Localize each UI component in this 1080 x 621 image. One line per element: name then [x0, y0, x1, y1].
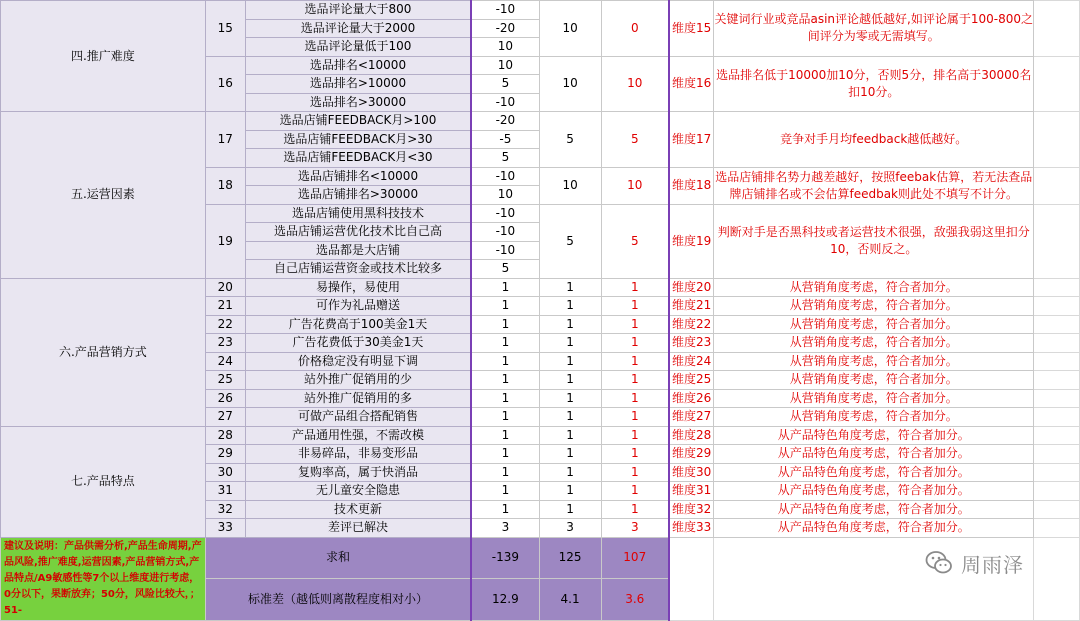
weight-cell: 3 — [539, 519, 601, 538]
item-label: 自己店铺运营资金或技术比较多 — [245, 260, 471, 279]
dimension-label: 维度24 — [669, 352, 714, 371]
dimension-label: 维度27 — [669, 408, 714, 427]
weight-cell: 1 — [539, 371, 601, 390]
weight-cell: 1 — [539, 482, 601, 501]
item-value: 1 — [471, 352, 539, 371]
item-value: -20 — [471, 112, 539, 131]
description-cell: 关键词行业或竞品asin评论越低越好,如评论属于100-800之间评分为零或无需填写。 — [714, 1, 1034, 57]
score-cell: 1 — [601, 408, 669, 427]
item-number: 33 — [205, 519, 245, 538]
description-cell: 从产品特色角度考虑，符合者加分。 — [714, 445, 1034, 464]
weight-cell: 1 — [539, 500, 601, 519]
item-label: 技术更新 — [245, 500, 471, 519]
item-value: 3 — [471, 519, 539, 538]
item-value: -10 — [471, 241, 539, 260]
weight-cell: 10 — [539, 1, 601, 57]
item-value: 1 — [471, 371, 539, 390]
score-cell: 1 — [601, 297, 669, 316]
item-value: 10 — [471, 38, 539, 57]
item-label: 差评已解决 — [245, 519, 471, 538]
weight-cell: 1 — [539, 315, 601, 334]
description-cell: 从营销角度考虑，符合者加分。 — [714, 371, 1034, 390]
item-value: 10 — [471, 186, 539, 205]
item-value: -10 — [471, 223, 539, 242]
table-row — [1, 278, 1080, 297]
std-weight: 4.1 — [539, 579, 601, 621]
score-cell: 10 — [601, 167, 669, 204]
weight-cell: 1 — [539, 463, 601, 482]
item-value: 1 — [471, 408, 539, 427]
empty-cell — [1034, 1, 1080, 57]
item-value: 1 — [471, 463, 539, 482]
score-cell: 1 — [601, 278, 669, 297]
category-cell: 七.产品特点 — [1, 426, 206, 537]
dimension-label: 维度32 — [669, 500, 714, 519]
item-number: 27 — [205, 408, 245, 427]
item-value: 1 — [471, 334, 539, 353]
category-cell: 五.运营因素 — [1, 112, 206, 279]
item-number: 23 — [205, 334, 245, 353]
dimension-label: 维度30 — [669, 463, 714, 482]
item-number: 28 — [205, 426, 245, 445]
table-row — [1, 1, 1080, 20]
description-cell: 从产品特色角度考虑，符合者加分。 — [714, 463, 1034, 482]
watermark-text: 周雨泽 — [961, 552, 1024, 577]
empty-cell — [1034, 204, 1080, 278]
sum-row — [1, 537, 1080, 579]
empty-cell — [1034, 371, 1080, 390]
weight-cell: 1 — [539, 352, 601, 371]
item-number: 19 — [205, 204, 245, 278]
item-value: 1 — [471, 500, 539, 519]
item-number: 29 — [205, 445, 245, 464]
weight-cell: 1 — [539, 297, 601, 316]
wechat-icon — [925, 550, 953, 576]
empty-cell — [1034, 56, 1080, 112]
score-cell: 1 — [601, 463, 669, 482]
dimension-label: 维度20 — [669, 278, 714, 297]
dimension-label: 维度29 — [669, 445, 714, 464]
score-cell: 5 — [601, 204, 669, 278]
item-label: 站外推广促销用的少 — [245, 371, 471, 390]
empty-cell — [1034, 297, 1080, 316]
table-row — [1, 112, 1080, 131]
score-cell: 3 — [601, 519, 669, 538]
dimension-label: 维度23 — [669, 334, 714, 353]
empty-cell — [1034, 315, 1080, 334]
description-cell: 判断对手是否黑科技或者运营技术很强，敌强我弱这里扣分10，否则反之。 — [714, 204, 1034, 278]
category-cell: 六.产品营销方式 — [1, 278, 206, 426]
item-label: 选品店铺运营优化技术比自己高 — [245, 223, 471, 242]
watermark — [925, 545, 1075, 581]
item-label: 选品店铺FEEDBACK月<30 — [245, 149, 471, 168]
dimension-label: 维度21 — [669, 297, 714, 316]
empty-cell — [1034, 463, 1080, 482]
std-value: 12.9 — [471, 579, 539, 621]
item-label: 选品评论量大于800 — [245, 1, 471, 20]
empty-cell — [1034, 519, 1080, 538]
dimension-label: 维度28 — [669, 426, 714, 445]
weight-cell: 1 — [539, 389, 601, 408]
dimension-label: 维度25 — [669, 371, 714, 390]
item-value: -10 — [471, 204, 539, 223]
dimension-label: 维度26 — [669, 389, 714, 408]
std-score: 3.6 — [601, 579, 669, 621]
empty-cell — [1034, 167, 1080, 204]
item-number: 25 — [205, 371, 245, 390]
item-value: 5 — [471, 260, 539, 279]
empty-cell — [1034, 445, 1080, 464]
dimension-label: 维度18 — [669, 167, 714, 204]
item-number: 17 — [205, 112, 245, 168]
empty-cell — [1034, 482, 1080, 501]
description-cell: 从营销角度考虑，符合者加分。 — [714, 334, 1034, 353]
item-label: 可作为礼品赠送 — [245, 297, 471, 316]
item-number: 24 — [205, 352, 245, 371]
empty-cell — [1034, 352, 1080, 371]
item-value: -10 — [471, 93, 539, 112]
item-number: 22 — [205, 315, 245, 334]
item-label: 选品店铺FEEDBACK月>30 — [245, 130, 471, 149]
item-label: 选品都是大店铺 — [245, 241, 471, 260]
description-cell: 从营销角度考虑，符合者加分。 — [714, 297, 1034, 316]
dimension-label: 维度33 — [669, 519, 714, 538]
empty-cell — [1034, 334, 1080, 353]
sum-weight: 125 — [539, 537, 601, 579]
score-cell: 5 — [601, 112, 669, 168]
score-cell: 1 — [601, 352, 669, 371]
description-cell: 从产品特色角度考虑，符合者加分。 — [714, 500, 1034, 519]
item-label: 选品店铺排名<10000 — [245, 167, 471, 186]
weight-cell: 1 — [539, 445, 601, 464]
weight-cell: 10 — [539, 56, 601, 112]
item-number: 26 — [205, 389, 245, 408]
description-cell: 从营销角度考虑，符合者加分。 — [714, 278, 1034, 297]
item-value: -10 — [471, 167, 539, 186]
item-value: -20 — [471, 19, 539, 38]
description-cell: 从营销角度考虑，符合者加分。 — [714, 408, 1034, 427]
dimension-label: 维度17 — [669, 112, 714, 168]
dimension-label: 维度19 — [669, 204, 714, 278]
item-value: 1 — [471, 297, 539, 316]
score-cell: 1 — [601, 389, 669, 408]
item-label: 易操作，易使用 — [245, 278, 471, 297]
description-cell: 选品店铺排名势力越差越好，按照feebak估算，若无法查品牌店铺排名或不会估算feedbak则此处不填写不计分。 — [714, 167, 1034, 204]
dimension-label: 维度16 — [669, 56, 714, 112]
description-cell: 从营销角度考虑，符合者加分。 — [714, 389, 1034, 408]
weight-cell: 1 — [539, 334, 601, 353]
item-value: -10 — [471, 1, 539, 20]
description-cell: 竞争对手月均feedback越低越好。 — [714, 112, 1034, 168]
weight-cell: 5 — [539, 112, 601, 168]
description-cell: 从产品特色角度考虑，符合者加分。 — [714, 482, 1034, 501]
item-number: 16 — [205, 56, 245, 112]
item-number: 15 — [205, 1, 245, 57]
item-label: 无儿童安全隐患 — [245, 482, 471, 501]
item-label: 选品评论量大于2000 — [245, 19, 471, 38]
empty-cell — [1034, 112, 1080, 168]
item-label: 选品评论量低于100 — [245, 38, 471, 57]
score-cell: 1 — [601, 334, 669, 353]
item-number: 21 — [205, 297, 245, 316]
item-value: 1 — [471, 389, 539, 408]
description-cell: 选品排名低于10000加10分，否则5分，排名高于30000名扣10分。 — [714, 56, 1034, 112]
score-cell: 1 — [601, 371, 669, 390]
item-label: 选品店铺FEEDBACK月>100 — [245, 112, 471, 131]
item-value: 5 — [471, 75, 539, 94]
weight-cell: 1 — [539, 408, 601, 427]
weight-cell: 1 — [539, 278, 601, 297]
sum-value: -139 — [471, 537, 539, 579]
table-row — [1, 426, 1080, 445]
score-cell: 10 — [601, 56, 669, 112]
item-label: 广告花费低于30美金1天 — [245, 334, 471, 353]
score-cell: 1 — [601, 445, 669, 464]
item-value: 1 — [471, 278, 539, 297]
std-label: 标准差（越低则离散程度相对小） — [205, 579, 471, 621]
item-number: 32 — [205, 500, 245, 519]
empty-cell — [1034, 408, 1080, 427]
item-number: 30 — [205, 463, 245, 482]
score-cell: 1 — [601, 482, 669, 501]
item-value: 10 — [471, 56, 539, 75]
description-cell: 从营销角度考虑，符合者加分。 — [714, 315, 1034, 334]
item-number: 31 — [205, 482, 245, 501]
empty-cell — [1034, 278, 1080, 297]
dimension-label: 维度31 — [669, 482, 714, 501]
item-label: 选品排名>30000 — [245, 93, 471, 112]
item-label: 选品店铺使用黑科技技术 — [245, 204, 471, 223]
empty-cell — [669, 537, 714, 620]
item-label: 广告花费高于100美金1天 — [245, 315, 471, 334]
item-label: 复购率高，属于快消品 — [245, 463, 471, 482]
weight-cell: 5 — [539, 204, 601, 278]
weight-cell: 1 — [539, 426, 601, 445]
item-label: 价格稳定没有明显下调 — [245, 352, 471, 371]
item-label: 非易碎品，非易变形品 — [245, 445, 471, 464]
description-cell: 从产品特色角度考虑，符合者加分。 — [714, 519, 1034, 538]
score-cell: 1 — [601, 500, 669, 519]
empty-cell — [1034, 389, 1080, 408]
item-value: 1 — [471, 445, 539, 464]
advice-note: 建议及说明：产品供需分析,产品生命周期,产品风险,推广难度,运营因素,产品营销方式,产品特点/A9敏感性等7个以上维度进行考虑，0分以下，果断放弃；50分，风险比较大，；51- — [1, 537, 206, 620]
empty-cell — [1034, 500, 1080, 519]
item-value: 5 — [471, 149, 539, 168]
empty-cell — [1034, 426, 1080, 445]
item-value: -5 — [471, 130, 539, 149]
item-label: 选品店铺排名>30000 — [245, 186, 471, 205]
item-label: 选品排名>10000 — [245, 75, 471, 94]
item-label: 选品排名<10000 — [245, 56, 471, 75]
description-cell: 从营销角度考虑，符合者加分。 — [714, 352, 1034, 371]
weight-cell: 10 — [539, 167, 601, 204]
score-cell: 0 — [601, 1, 669, 57]
dimension-label: 维度22 — [669, 315, 714, 334]
item-number: 20 — [205, 278, 245, 297]
sum-label: 求和 — [205, 537, 471, 579]
item-label: 产品通用性强，不需改模 — [245, 426, 471, 445]
item-value: 1 — [471, 482, 539, 501]
score-cell: 1 — [601, 426, 669, 445]
dimension-label: 维度15 — [669, 1, 714, 57]
item-label: 站外推广促销用的多 — [245, 389, 471, 408]
item-number: 18 — [205, 167, 245, 204]
sum-score: 107 — [601, 537, 669, 579]
description-cell: 从产品特色角度考虑，符合者加分。 — [714, 426, 1034, 445]
item-label: 可做产品组合搭配销售 — [245, 408, 471, 427]
item-value: 1 — [471, 426, 539, 445]
item-value: 1 — [471, 315, 539, 334]
category-cell: 四.推广难度 — [1, 1, 206, 112]
score-cell: 1 — [601, 315, 669, 334]
